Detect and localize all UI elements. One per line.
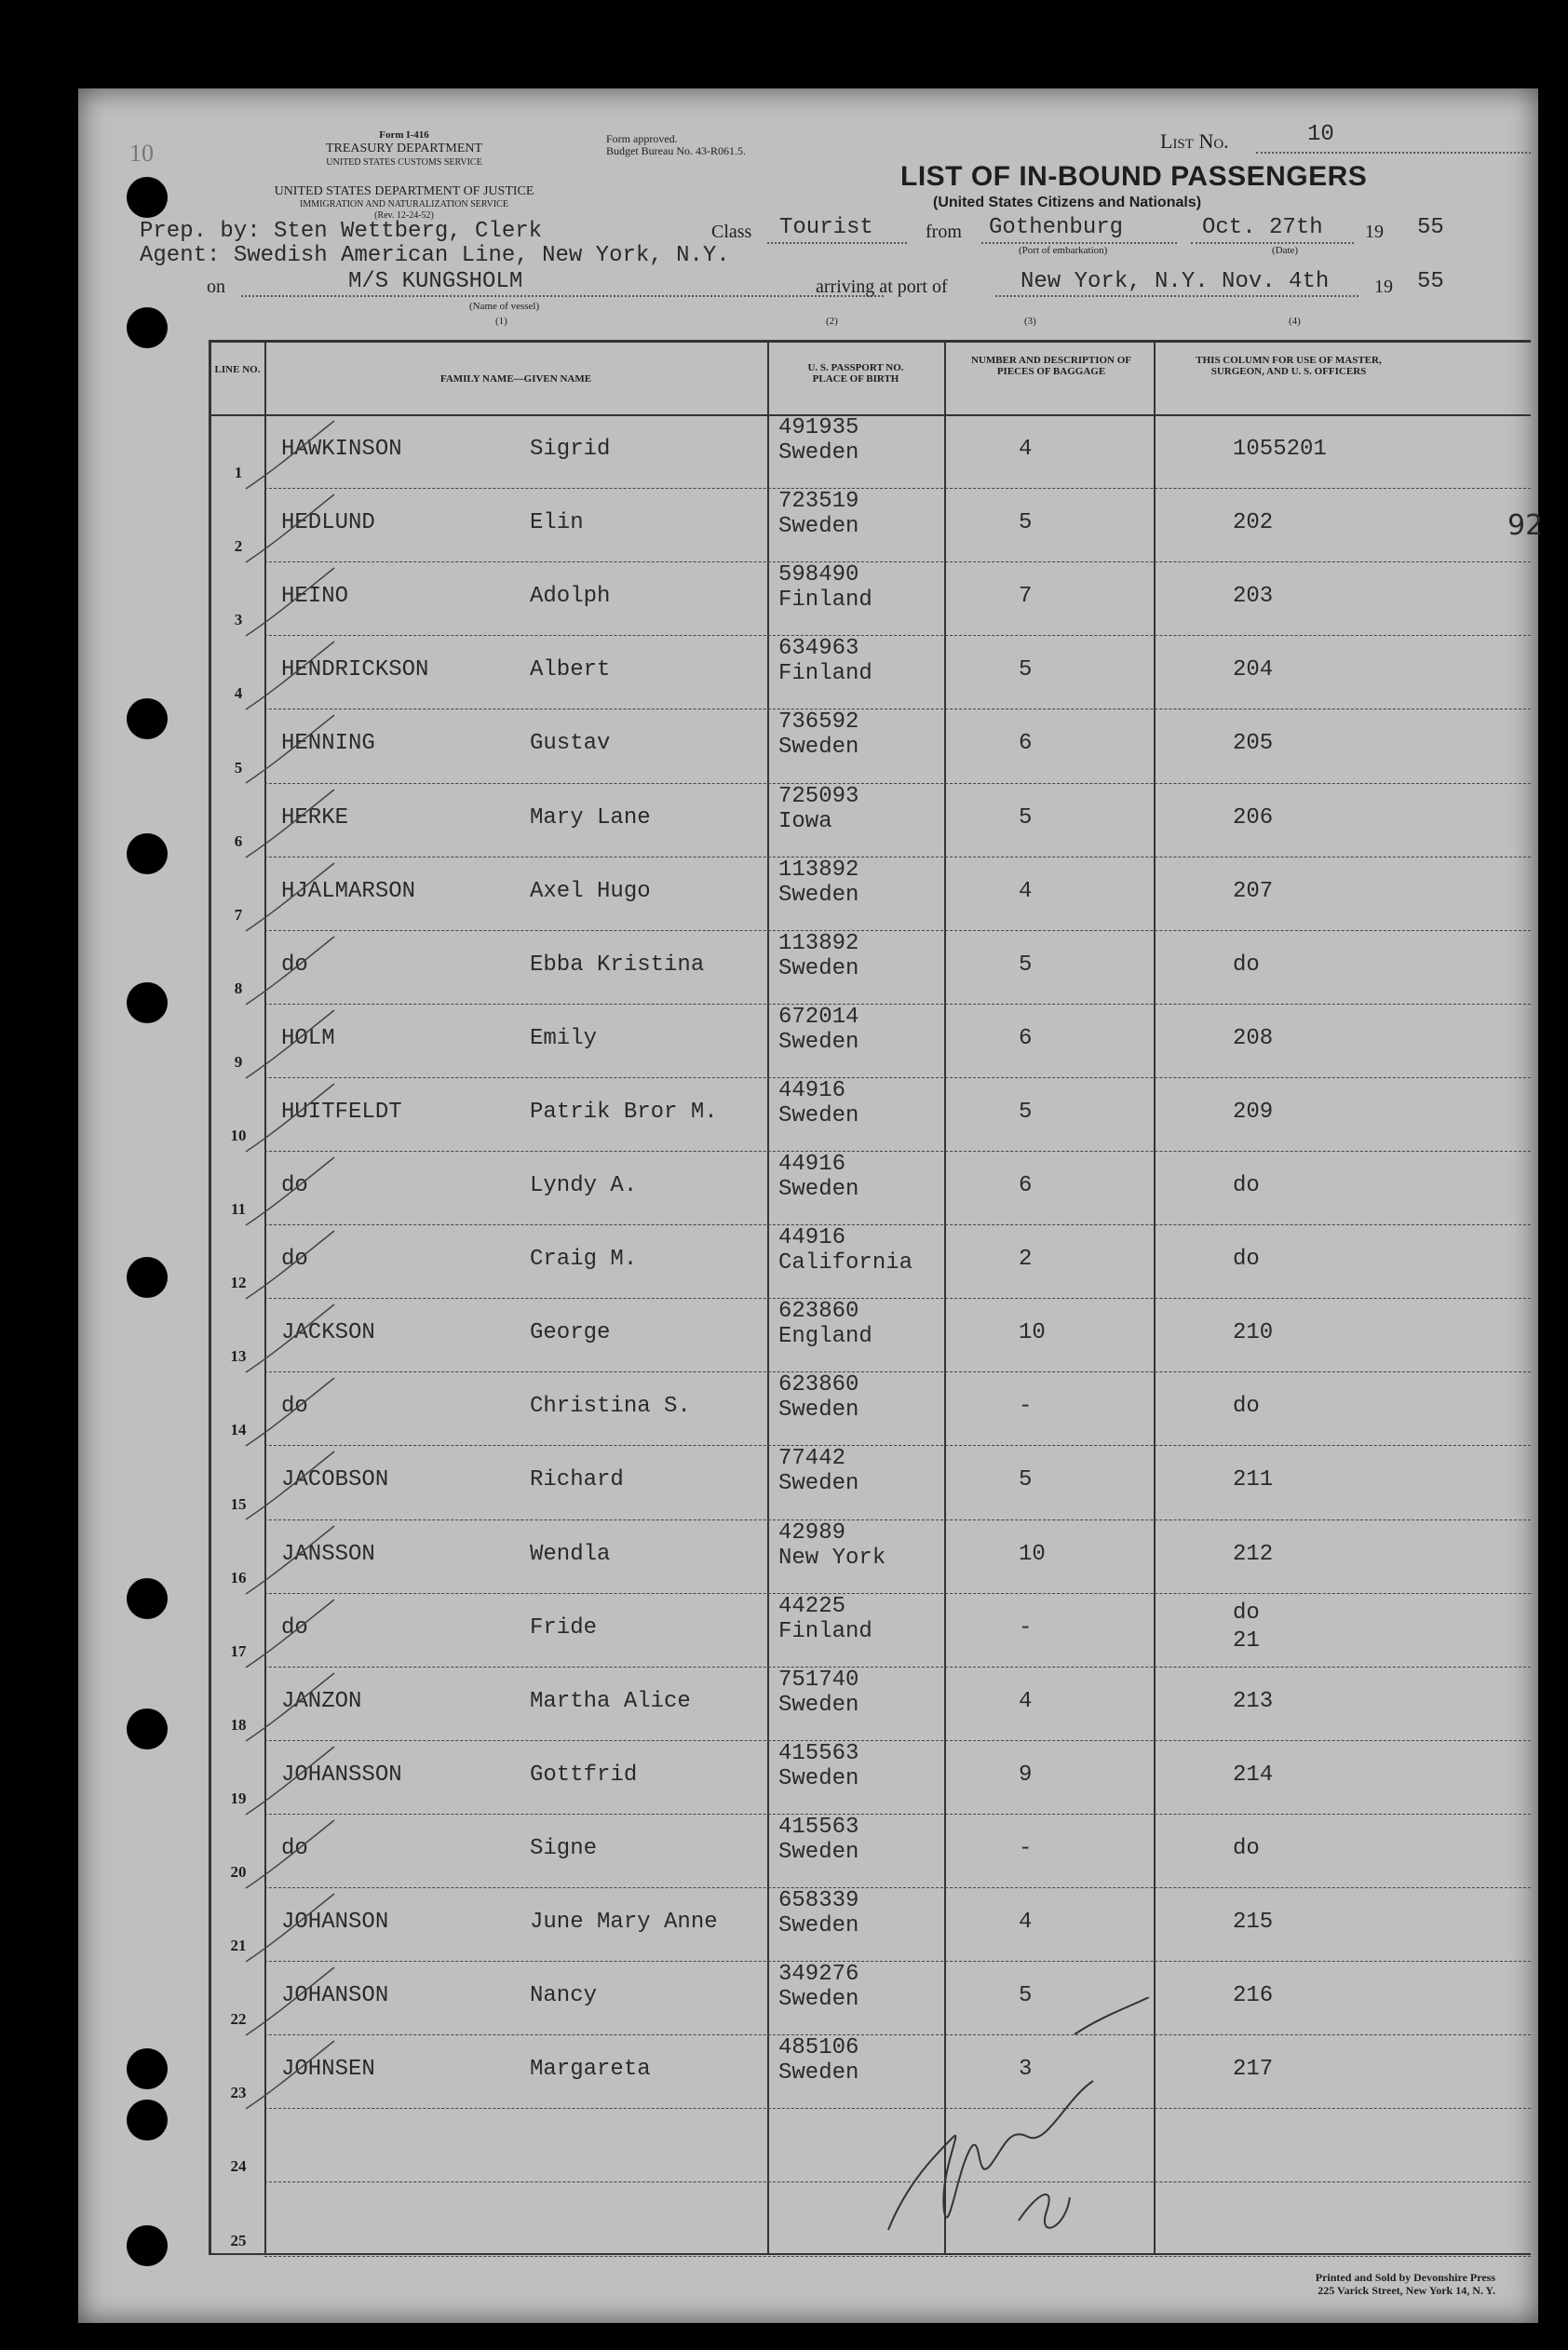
handwritten-signature [870, 1997, 1279, 2276]
given-name: Ebba Kristina [530, 952, 705, 978]
line-number: 13 [230, 1347, 247, 1366]
baggage-count: 5 [1019, 952, 1033, 978]
passport-number: 113892 [778, 930, 859, 956]
family-name: HERKE [281, 804, 349, 831]
officer-use: 205 [1233, 731, 1274, 757]
passport-number: 44225 [778, 1593, 846, 1619]
check-mark-icon [237, 1965, 339, 2040]
check-mark-icon [237, 1745, 339, 1819]
punch-hole [127, 2225, 168, 2266]
given-name: June Mary Anne [530, 1910, 718, 1935]
line-number: 25 [230, 2231, 247, 2249]
check-mark-icon [237, 1818, 339, 1893]
line-number: 21 [230, 1937, 247, 1955]
passport-number: 42989 [778, 1519, 846, 1546]
check-mark-icon [237, 1376, 339, 1451]
punch-hole [127, 2048, 168, 2089]
passport-number: 113892 [778, 857, 859, 883]
place-of-birth: Sweden [778, 1839, 859, 1865]
check-mark-icon [237, 1524, 339, 1599]
passport-number: 77442 [778, 1446, 846, 1472]
family-name: JANSSON [281, 1541, 375, 1567]
col-sep-baggage [1154, 340, 1156, 2253]
family-name: HOLM [281, 1025, 335, 1051]
passport-number: 725093 [778, 783, 859, 809]
check-mark-icon [237, 419, 339, 493]
baggage-count: 4 [1019, 878, 1033, 904]
check-mark-icon [237, 1892, 339, 1966]
arrival-year: 55 [1417, 269, 1444, 294]
row-divider [264, 1151, 1531, 1152]
officer-use: 1055201 [1233, 437, 1327, 462]
given-name: Richard [530, 1467, 624, 1493]
form-number: Form I-416 [379, 129, 429, 141]
officer-use: 214 [1233, 1762, 1274, 1788]
printer-line-2: 225 Varick Street, New York 14, N. Y. [1318, 2284, 1495, 2297]
officer-use: 202 [1233, 510, 1274, 536]
check-mark-icon [237, 566, 339, 641]
place-of-birth: Sweden [778, 882, 859, 908]
baggage-count: 10 [1019, 1320, 1046, 1346]
baggage-count: 9 [1019, 1762, 1033, 1788]
line-number: 24 [230, 2157, 247, 2176]
line-number: 12 [230, 1274, 247, 1292]
passport-number: 672014 [778, 1004, 859, 1030]
row-divider [264, 857, 1531, 858]
line-number: 14 [230, 1421, 247, 1439]
row-divider [264, 1224, 1531, 1225]
officer-use: do [1233, 1835, 1260, 1861]
year-prefix-2: 19 [1374, 277, 1393, 297]
col-4-ref: (4) [1289, 316, 1301, 327]
officer-use: 208 [1233, 1025, 1274, 1051]
punch-hole [127, 2100, 168, 2141]
place-of-birth: Sweden [778, 514, 859, 540]
col-sep-name [767, 340, 769, 2253]
family-name: do [281, 1835, 308, 1861]
baggage-count: 4 [1019, 1688, 1033, 1714]
baggage-count: 4 [1019, 437, 1033, 462]
prepared-by: Prep. by: Sten Wettberg, Clerk [140, 219, 543, 244]
list-number: 10 [1307, 122, 1334, 147]
family-name: JOHANSON [281, 1983, 389, 2009]
vessel-line [241, 295, 884, 297]
passport-number: 415563 [778, 1740, 859, 1766]
place-of-birth: Finland [778, 1618, 872, 1644]
header-line-no: LINE NO. [214, 364, 261, 375]
officer-use: 203 [1233, 584, 1274, 610]
place-of-birth: Sweden [778, 1987, 859, 2013]
check-mark-icon [237, 1598, 339, 1672]
officer-use: 213 [1233, 1688, 1274, 1714]
list-number-label: List No. [1160, 129, 1229, 153]
row-divider [264, 635, 1531, 636]
row-divider [264, 488, 1531, 489]
officer-use: do [1233, 1173, 1260, 1198]
arriving-label: arriving at port of [816, 277, 948, 297]
check-mark-icon [237, 935, 339, 1009]
baggage-count: 2 [1019, 1247, 1033, 1273]
officer-use: 216 [1233, 1983, 1274, 2009]
line-number: 10 [230, 1127, 247, 1144]
row-divider [264, 1445, 1531, 1446]
agent: Agent: Swedish American Line, New York, N.Y. [140, 243, 730, 268]
place-of-birth: Sweden [778, 955, 859, 981]
table-left-border [209, 340, 211, 2253]
passport-number: 44916 [778, 1225, 846, 1251]
given-name: Signe [530, 1835, 598, 1861]
officer-use: do [1233, 952, 1260, 978]
family-name: HJALMARSON [281, 878, 416, 904]
check-mark-icon [237, 1229, 339, 1303]
row-divider [264, 1667, 1531, 1668]
row-divider [264, 1077, 1531, 1078]
page-subtitle: (United States Citizens and Nationals) [933, 195, 1202, 210]
place-of-birth: California [778, 1250, 913, 1276]
baggage-count: - [1019, 1835, 1033, 1861]
punch-hole [127, 698, 168, 739]
margin-note: 92 [1507, 509, 1544, 542]
passport-number: 485106 [778, 2035, 859, 2061]
given-name: George [530, 1320, 611, 1346]
line-number: 4 [234, 684, 243, 703]
justice-department: UNITED STATES DEPARTMENT OF JUSTICE [274, 184, 534, 198]
budget-bureau: Budget Bureau No. 43-R061.5. [606, 144, 746, 157]
family-name: JOHNSEN [281, 2057, 375, 2083]
passport-number: 751740 [778, 1667, 859, 1693]
family-name: do [281, 1173, 308, 1198]
officer-use: do [1233, 1247, 1260, 1273]
given-name: Elin [530, 510, 584, 536]
given-name: Adolph [530, 584, 611, 610]
passport-number: 623860 [778, 1372, 859, 1398]
family-name: HEDLUND [281, 510, 375, 536]
officer-use: 204 [1233, 657, 1274, 683]
punch-hole [127, 1257, 168, 1298]
place-of-birth: Sweden [778, 1913, 859, 1938]
check-mark-icon [237, 1155, 339, 1230]
line-number: 9 [234, 1052, 243, 1071]
line-number: 3 [234, 611, 243, 629]
check-mark-icon [237, 1671, 339, 1746]
from-label: from [926, 222, 962, 242]
check-mark-icon [237, 493, 339, 567]
line-number: 11 [230, 1200, 247, 1219]
family-name: JOHANSSON [281, 1762, 402, 1788]
row-divider [264, 1004, 1531, 1005]
line-number: 8 [234, 979, 243, 997]
header-officers: THIS COLUMN FOR USE OF MASTER, SURGEON, AND U. S. OFFICERS [1196, 355, 1382, 377]
place-of-birth: Sweden [778, 1398, 859, 1424]
passport-number: 491935 [778, 415, 859, 440]
arrival-port-date: New York, N.Y. Nov. 4th [1021, 269, 1330, 294]
family-name: HAWKINSON [281, 437, 402, 462]
check-mark-icon [237, 1082, 339, 1156]
line-number: 5 [234, 758, 243, 777]
col-3-ref: (3) [1024, 316, 1036, 327]
document-page [78, 88, 1544, 2323]
family-name: JANZON [281, 1688, 362, 1714]
punch-hole [127, 833, 168, 874]
given-name: Nancy [530, 1983, 598, 2009]
punch-hole [127, 1578, 168, 1619]
given-name: Martha Alice [530, 1688, 691, 1714]
family-name: do [281, 1614, 308, 1641]
given-name: Margareta [530, 2057, 651, 2083]
row-divider [264, 783, 1531, 784]
place-of-birth: New York [778, 1545, 886, 1571]
family-name: HENDRICKSON [281, 657, 429, 683]
family-name: HEINO [281, 584, 349, 610]
check-mark-icon [237, 788, 339, 862]
on-label: on [207, 277, 225, 297]
line-number: 18 [230, 1715, 247, 1734]
given-name: Craig M. [530, 1247, 638, 1273]
header-passport: U. S. PASSPORT NO. PLACE OF BIRTH [807, 362, 904, 385]
row-divider [264, 1371, 1531, 1372]
line-number: 2 [234, 537, 243, 556]
row-divider [264, 1961, 1531, 1962]
departure-date: Oct. 27th [1202, 215, 1323, 240]
line-number: 7 [234, 905, 243, 924]
given-name: Christina S. [530, 1394, 691, 1420]
header-baggage: NUMBER AND DESCRIPTION OF PIECES OF BAGGAGE [970, 355, 1132, 377]
given-name: Patrik Bror M. [530, 1099, 718, 1125]
given-name: Fride [530, 1614, 598, 1641]
line-number: 19 [230, 1789, 247, 1807]
given-name: Albert [530, 657, 611, 683]
baggage-count: 6 [1019, 1025, 1033, 1051]
given-name: Gustav [530, 731, 611, 757]
family-name: JACKSON [281, 1320, 375, 1346]
baggage-count: - [1019, 1614, 1033, 1641]
officer-use: 206 [1233, 804, 1274, 831]
place-of-birth: Sweden [778, 1029, 859, 1055]
given-name: Sigrid [530, 437, 611, 462]
baggage-count: 5 [1019, 1099, 1033, 1125]
family-name: do [281, 952, 308, 978]
officer-use: 217 [1233, 2057, 1274, 2083]
line-number: 16 [230, 1568, 247, 1587]
passport-number: 598490 [778, 562, 859, 588]
year-prefix-1: 19 [1365, 222, 1384, 242]
passenger-table [209, 340, 1544, 2253]
vessel-name: M/S KUNGSHOLM [348, 269, 523, 294]
family-name: do [281, 1394, 308, 1420]
check-mark-icon [237, 640, 339, 714]
officer-use-extra: 21 [1233, 1627, 1260, 1654]
class-label: Class [711, 222, 752, 242]
passport-number: 44916 [778, 1152, 846, 1177]
check-mark-icon [237, 1450, 339, 1524]
row-divider [264, 1298, 1531, 1299]
col-sep-passport [944, 340, 946, 2253]
row-divider [264, 1519, 1531, 1520]
baggage-count: 5 [1019, 1983, 1033, 2009]
passport-number: 349276 [778, 1962, 859, 1988]
col-1-ref: (1) [495, 316, 507, 327]
line-number: 23 [230, 2084, 247, 2102]
punch-hole [127, 982, 168, 1023]
passport-number: 723519 [778, 489, 859, 515]
row-divider [264, 1593, 1531, 1594]
place-of-birth: Sweden [778, 1765, 859, 1791]
given-name: Wendla [530, 1541, 611, 1567]
family-name: JACOBSON [281, 1467, 389, 1493]
place-of-birth: Sweden [778, 735, 859, 761]
line-number: 22 [230, 2010, 247, 2029]
passport-number: 658339 [778, 1888, 859, 1913]
immigration-service: IMMIGRATION AND NATURALIZATION SERVICE [300, 199, 508, 209]
place-of-birth: Iowa [778, 808, 832, 834]
passport-number: 634963 [778, 636, 859, 662]
row-divider [264, 1814, 1531, 1815]
passport-number: 623860 [778, 1299, 859, 1325]
line-number: 6 [234, 831, 243, 850]
place-of-birth: Sweden [778, 1102, 859, 1128]
baggage-count: 10 [1019, 1541, 1046, 1567]
passport-number: 736592 [778, 709, 859, 736]
departure-year: 55 [1417, 215, 1444, 240]
check-mark-icon [237, 713, 339, 788]
baggage-count: 5 [1019, 510, 1033, 536]
officer-use: 211 [1233, 1467, 1274, 1493]
family-name: HENNING [281, 731, 375, 757]
port-embark-caption: (Port of embarkation) [1019, 245, 1108, 256]
officer-use: 212 [1233, 1541, 1274, 1567]
check-mark-icon [237, 1008, 339, 1083]
list-number-line [1256, 152, 1531, 154]
row-divider [264, 561, 1531, 562]
officer-use: 215 [1233, 1910, 1274, 1935]
customs-service: UNITED STATES CUSTOMS SERVICE [326, 157, 482, 168]
line-number: 1 [234, 464, 243, 482]
class-value: Tourist [779, 215, 873, 240]
officer-use: 209 [1233, 1099, 1274, 1125]
given-name: Gottfrid [530, 1762, 638, 1788]
baggage-count: 3 [1019, 2057, 1033, 2083]
officer-use: do [1233, 1600, 1260, 1626]
punch-hole [127, 177, 168, 218]
place-of-birth: Sweden [778, 440, 859, 466]
officer-use: 210 [1233, 1320, 1274, 1346]
line-number: 17 [230, 1641, 247, 1660]
place-of-birth: Sweden [778, 1177, 859, 1202]
date-line [1191, 242, 1354, 244]
vessel-caption: (Name of vessel) [469, 301, 540, 312]
check-mark-icon [237, 861, 339, 936]
header-name: FAMILY NAME—GIVEN NAME [439, 373, 592, 385]
table-top-border [209, 340, 1531, 343]
check-mark-icon [237, 2039, 339, 2114]
passport-number: 415563 [778, 1814, 859, 1840]
place-of-birth: Sweden [778, 1471, 859, 1497]
revision-date: (Rev. 12-24-52) [374, 210, 434, 221]
line-number: 15 [230, 1494, 247, 1513]
baggage-count: 5 [1019, 804, 1033, 831]
officer-use: 207 [1233, 878, 1274, 904]
page-title: LIST OF IN-BOUND PASSENGERS [900, 161, 1368, 192]
baggage-count: - [1019, 1394, 1033, 1420]
punch-hole [127, 307, 168, 348]
port-of-embarkation: Gothenburg [989, 215, 1124, 240]
from-line [981, 242, 1177, 244]
place-of-birth: Sweden [778, 1692, 859, 1718]
date-caption: (Date) [1272, 245, 1299, 256]
arrival-line [995, 295, 1358, 297]
family-name: do [281, 1247, 308, 1273]
baggage-count: 4 [1019, 1910, 1033, 1935]
row-divider [264, 1887, 1531, 1888]
given-name: Mary Lane [530, 804, 651, 831]
given-name: Axel Hugo [530, 878, 651, 904]
form-approved: Form approved. [606, 132, 678, 145]
baggage-count: 5 [1019, 657, 1033, 683]
treasury-department: TREASURY DEPARTMENT [325, 142, 483, 155]
header-divider [209, 414, 1531, 416]
baggage-count: 7 [1019, 584, 1033, 610]
baggage-count: 5 [1019, 1467, 1033, 1493]
place-of-birth: Finland [778, 661, 872, 687]
baggage-count: 6 [1019, 1173, 1033, 1198]
punch-hole [127, 1708, 168, 1749]
passport-number: 44916 [778, 1077, 846, 1103]
place-of-birth: Finland [778, 588, 872, 614]
row-divider [264, 1740, 1531, 1741]
col-2-ref: (2) [826, 316, 838, 327]
officer-use: do [1233, 1394, 1260, 1420]
row-divider [264, 930, 1531, 931]
place-of-birth: England [778, 1324, 872, 1350]
family-name: HUITFELDT [281, 1099, 402, 1125]
corner-mark: 10 [129, 140, 154, 167]
line-number: 20 [230, 1863, 247, 1881]
family-name: JOHANSON [281, 1910, 389, 1935]
printer-line-1: Printed and Sold by Devonshire Press [1315, 2271, 1495, 2284]
given-name: Lyndy A. [530, 1173, 638, 1198]
class-line [767, 242, 907, 244]
check-mark-icon [237, 1303, 339, 1377]
baggage-count: 6 [1019, 731, 1033, 757]
given-name: Emily [530, 1025, 598, 1051]
place-of-birth: Sweden [778, 2060, 859, 2087]
